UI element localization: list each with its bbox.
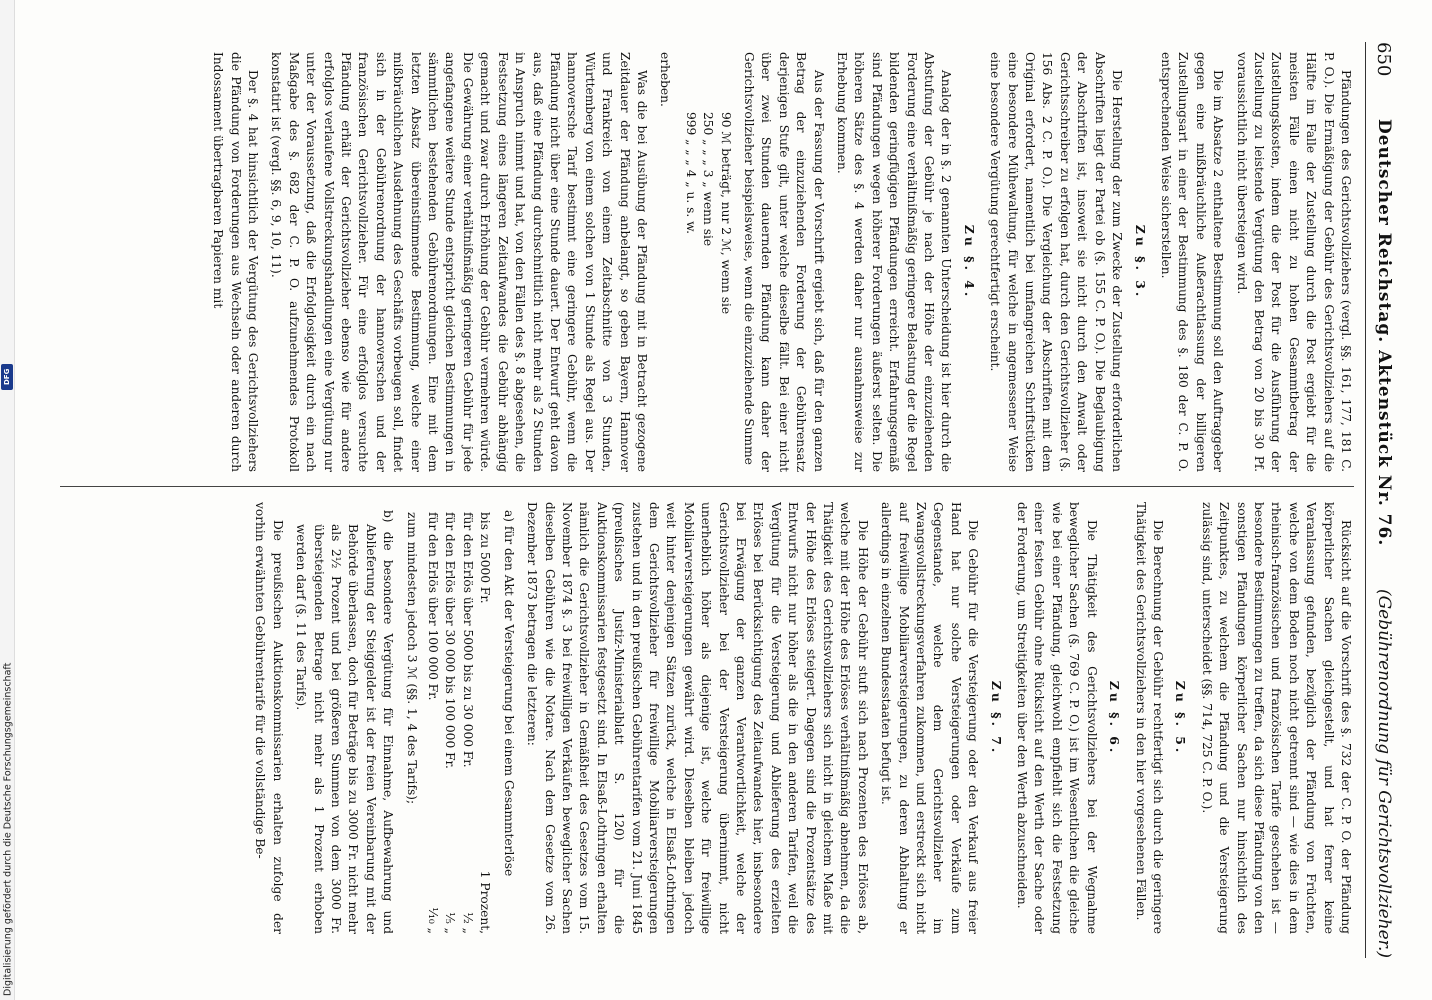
paragraph: erheben.	[658, 52, 673, 107]
rate-label: für den Erlös über 5000 bis zu 30 000 Fr.	[460, 512, 475, 768]
rate-list	[424, 512, 494, 934]
rate-label: bis zu 5000 Fr.	[478, 512, 493, 604]
footer-strip	[0, 0, 15, 1000]
rate-value: ½ „	[460, 911, 475, 934]
fee-table-row: 90 ℳ beträgt, nur 2 ℳ, wenn sie	[718, 112, 733, 315]
dfg-logo: DFG	[1, 364, 13, 390]
rate-row	[424, 512, 441, 934]
page-number: 650	[1373, 42, 1395, 77]
right-column	[56, 502, 1354, 934]
section-heading: Zu §. 3.	[1132, 224, 1148, 300]
rate-row	[476, 512, 493, 934]
paragraph: Was die bei Ausübung der Pfändung mit in Betracht gezogene Zeitdauer der Pfändung anbelangt, so geben Bayern, Hannover und Frankreich von einem Zeitabschnitte von 3 Stunden, Württemberg von einem solchen von 1 Stunde als Regel aus. Der hannoversche Tarif bestimmt eine geringere Gebühr, wenn die Pfändung nicht über eine Stunde dauert. Der Entwurf geht davon aus, daß eine Pfändung durchschnittlich nicht mehr als 2 Stunden in Anspruch nimmt und hat, von den Fällen des §. 8 abgesehen, die Festsetzung eines längeren Zeitaufwandes die Gebühr abhängig gemacht und zwar durch Erhöhung der Gebühr vermehren würde. Die Gewährung einer verhältnißmäßig geringeren Gebühr für jede angefangene weitere Stunde entspricht gleichen Bestimmungen in sämmtlichen bestehenden Gebührenordnungen. Eine mit dem letzten Absatz übereinstimmende Bestimmung, welche einer mißbräuchlichen Ausdehnung des Geschäfts vorbeugen soll, findet sich in der Gebührenordnung der hannoverschen und der französischen Gerichtsvollzieher. Für eine erfolglos versuchte Pfändung erhält der Gerichtsvollzieher ebenso wie für andere erfolglos verlaufene Vollstreckungshandlungen eine Vergütung nur unter der Voraussetzung, daß die Erfolglosigkeit durch ein nach Maßgabe des §. 682 der C. P. O. aufzunehmendes Protokoll konstatirt ist (vergl. §§. 6, 9, 10, 11).	[269, 52, 649, 472]
paragraph: Die preußischen Auktionskommissarien erhalten zufolge der vorhin erwähnten Gebührentarife für die vollständige Be-	[253, 502, 285, 934]
rate-value: 1 Prozent,	[478, 870, 493, 934]
section-heading: Zu §. 4.	[961, 224, 977, 300]
paragraph: Die Berechnung der Gebühr rechtfertigt sich durch die geringere Thätigkeit des Gerichtsvollziehers in den hier vorgesehenen Fällen.	[1133, 502, 1165, 934]
paragraph: Die Herstellung der zum Zwecke der Zustellung erforderlichen Abschriften liegt der Partei ob (§. 155 C. P. O.). Die Beglaubigung der Abschriften ist, insoweit sie nicht durch den Anwalt oder Gerichtsschreiber zu erfolgen hat, durch den Gerichtsvollzieher (§. 156 Abs. 2 C. P. O.). Die Vergleichung der Abschriften mit dem Original erfordert, namentlich bei umfangreichen Schriftstücken eine besondere Mühewaltung, für welche in angemessener Weise eine besondere Vergütung gerechtfertigt erscheint.	[988, 52, 1125, 472]
paragraph: Die im Absatze 2 enthaltene Bestimmung soll den Auftraggeber gegen eine mißbräuchliche Außerachtlassung der billigeren Zustellungsart in einer der Bestimmung des §. 180 der C. P. O. entsprechenden Weise sicherstellen.	[1158, 52, 1226, 472]
paragraph: Die Gebühr für die Versteigerung oder den Verkauf aus freier Hand hat nur solche Versteigerungen oder Verkäufe zum Gegenstande, welche dem Gerichtsvollzieher im Zwangsvollstreckungsverfahren zukommen, und erstreckt sich nicht auf freiwillige Mobiliarversteigerungen, zu deren Abhaltung er allerdings in einzelnen Bundesstaaten befugt ist.	[879, 502, 981, 934]
rate-value: ⅒ „	[426, 907, 441, 934]
page-title: Deutscher Reichstag. Aktenstück Nr. 76.	[1374, 119, 1394, 547]
page-header	[1365, 42, 1402, 958]
section-heading: Zu §. 6.	[1107, 680, 1123, 756]
list-item: a) für den Akt der Versteigerung bei einem Gesammterlöse	[501, 510, 516, 877]
paragraph: zum mindesten jedoch 3 ℳ (§§. 1, 4 des Tarifs);	[404, 512, 419, 805]
paragraph: Pfändungen des Gerichtsvollziehers (vergl. §§. 161, 177, 181 C. P. O.). Die Ermäßigung der Gebühr des Gerichtsvollziehers auf die Hälfte im Falle der Zustellung durch die Post ergiebt für die meisten Fälle einen nicht zu hohen Gesammtbetrag der Zustellungskosten, indem die der Post für die Ausführung der Zustellung zu leistende Vergütung den Betrag von 20 bis 30 Pf. voraussichtlich nicht übersteigen wird.	[1234, 52, 1353, 472]
column-divider	[60, 486, 1354, 487]
fee-table-row: 999 „ „ „ 4 „ u. s. w.	[683, 112, 698, 234]
paragraph: Analog der in §. 2 genannten Unterscheidung ist hier durch die Abstufung der Gebühr je nach der Höhe der einzuziehenden Forderung eine verhältnißmäßig geringere Belastung der die Regel bildenden geringfügigen Pfändungen erreicht. Erfahrungsgemäß sind Pfändungen wegen höherer Forderungen äußerst selten. Die höheren Sätze des §. 4 werden daher nur ausnahmsweise zur Erhebung kommen.	[835, 52, 954, 472]
paragraph: Der §. 4 hat hinsichtlich der Vergütung des Gerichtsvollziehers die Pfändung von Forderungen aus Wechseln oder anderen durch Indossament übertragbaren Papieren mit	[211, 52, 261, 472]
list-item: b) die besondere Vergütung für Einnahme, Aufbewahrung und Ablieferung der Steiggelder ist der freien Vereinbarung mit der Behörde überlassen, doch für Beträge bis zu 3000 Fr. nicht mehr als 2½ Prozent und bei größeren Summen von dem 3000 Fr. übersteigenden Betrage nicht mehr als 1 Prozent erhoben werden darf (§. 11 des Tarifs).	[294, 510, 396, 934]
rate-label: für den Erlös über 30 000 bis 100 000 Fr.	[443, 512, 458, 769]
footer-credit: Digitalisierung gefördert durch die Deutsche Forschungsgemeinschaft	[2, 662, 14, 996]
rate-label: für den Erlös über 100 000 Fr.	[426, 512, 441, 701]
fee-table-row: 250 „ „ „ 3 „ wenn sie	[701, 112, 716, 247]
rate-value: ⅕ „	[443, 911, 458, 934]
paragraph: Die Thätigkeit des Gerichtsvollziehers bei der Wegnahme beweglicher Sachen (§. 769 C. P. O.) ist im Wesentlichen die gleiche wie bei einer Pfändung, gleichwohl empfiehlt sich die Festsetzung einer festen Gebühr ohne Rücksicht auf den Werth der Sache oder der Forderung, um Streitigkeiten über den Werth abzuschneiden.	[1015, 502, 1099, 934]
section-heading: Zu §. 7.	[988, 680, 1004, 756]
paragraph: Die Höhe der Gebühr stuft sich nach Prozenten des Erlöses ab, welche mit der Höhe des Erlöses verhältnißmäßig abnehmen, da die Thätigkeit des Gerichtsvollziehers sich nicht in gleichem Maße mit der Höhe des Erlöses steigert. Dagegen sind die Prozentsätze des Entwurfs nicht nur höher als die in den anderen Tarifen, weil die Vergütung für die Versteigerung und Ablieferung des erzielten Erlöses bei Berücksichtigung des Zeitaufwandes hier, insbesondere bei Erwägung der ganzen Verantwortlichkeit, welche der Gerichtsvollzieher bei der Versteigerung übernimmt, nicht unerheblich höher als diejenige ist, welche für freiwillige Mobiliarversteigerungen gewährt wird. Dieselben bleiben jedoch weit hinter denjenigen Sätzen zurück, welche in Elsaß-Lothringen dem Gerichtsvollzieher für freiwillige Mobiliarversteigerungen zustehen und in den preußischen Gebührentarifen vom 21. Juni 1845 (preußisches Justiz-Ministerialblatt S. 120) für die Auktionskommissarien festgesetzt sind. In Elsaß-Lothringen erhalten nämlich die Gerichtsvollzieher in Gemäßheit des Gesetzes vom 15. November 1874 §. 3 bei freiwilligen Verkäufen beweglicher Sachen dieselben Gebühren wie die Notare. Nach dem Gesetze vom 26. Dezember 1873 betragen die letzteren:	[525, 502, 870, 934]
fee-table	[681, 112, 733, 472]
rate-row	[459, 512, 476, 934]
rate-row	[441, 512, 458, 934]
section-heading: Zu §. 5.	[1173, 680, 1189, 756]
paragraph: Rücksicht auf die Vorschrift des §. 732 der C. P. O. der Pfändung körperlicher Sachen gleichgestellt, und hat ferner keine Veranlassung gefunden, bezüglich der Pfändung von Früchten, welche von dem Boden noch nicht getrennt sind — wie dies in dem rheinisch-französischen und französischen Tarife geschehen ist — besondere Bestimmungen zu treffen, da sich diese Pfändung von den sonstigen Pfändungen körperlicher Sachen nur hinsichtlich des Zeitpunktes, zu welchem die Pfändung und die Versteigerung zulässig sind, unterscheidet (§§. 714, 725 C. P. O.).	[1199, 502, 1353, 934]
paragraph: Aus der Fassung der Vorschrift ergiebt sich, daß für den ganzen Betrag der einzuziehenden Forderung der Gebührensatz derjenigen Stufe gilt, unter welche dieselbe fällt. Bei einer nicht über zwei Stunden dauernden Pfändung kann daher der Gerichtsvollzieher beispielsweise, wenn die einzuziehende Summe	[742, 52, 826, 472]
left-column	[56, 52, 1354, 472]
page-subtitle: (Gebührenordnung für Gerichtsvollzieher.)	[1374, 588, 1394, 958]
